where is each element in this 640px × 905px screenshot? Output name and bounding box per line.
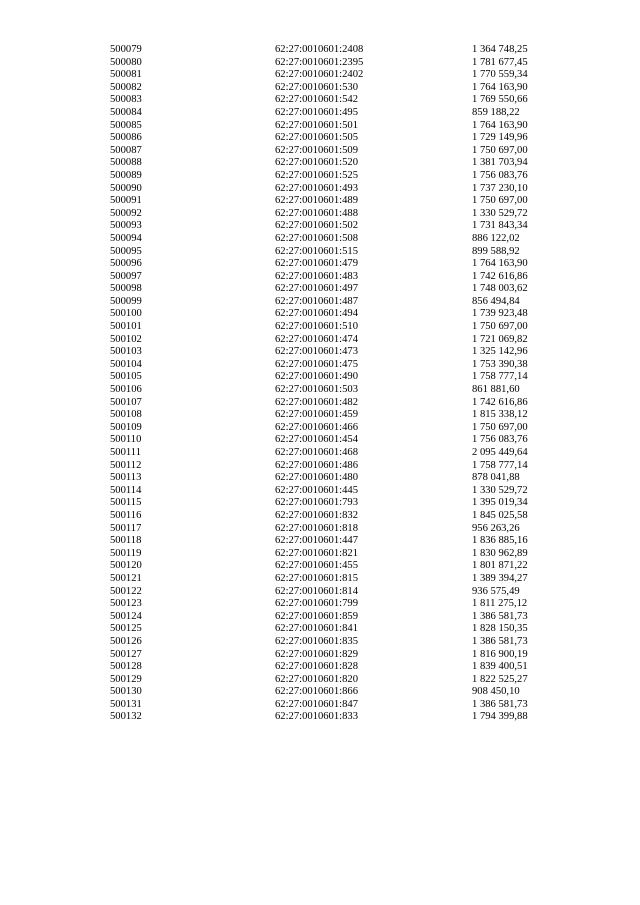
cadastral-number-cell: 62:27:0010601:859 — [275, 610, 358, 622]
cadastral-number-cell: 62:27:0010601:497 — [275, 283, 358, 295]
cadastral-value-cell: 1 386 581,73 — [472, 635, 528, 647]
table-row — [110, 586, 562, 599]
table-row — [110, 460, 562, 473]
table-row — [110, 346, 562, 359]
table-row — [110, 170, 562, 183]
row-number-cell: 500086 — [110, 132, 142, 144]
cadastral-number-cell: 62:27:0010601:454 — [275, 434, 358, 446]
row-number-cell: 500089 — [110, 169, 142, 181]
table-row — [110, 359, 562, 372]
cadastral-number-cell: 62:27:0010601:2402 — [275, 69, 364, 81]
cadastral-value-cell: 1 801 871,22 — [472, 560, 528, 572]
table-row — [110, 661, 562, 674]
cadastral-number-cell: 62:27:0010601:799 — [275, 598, 358, 610]
table-row — [110, 220, 562, 233]
row-number-cell: 500124 — [110, 610, 142, 622]
cadastral-value-cell: 956 263,26 — [472, 522, 520, 534]
row-number-cell: 500126 — [110, 635, 142, 647]
cadastral-number-cell: 62:27:0010601:494 — [275, 308, 358, 320]
table-row — [110, 57, 562, 70]
cadastral-value-cell: 856 494,84 — [472, 295, 520, 307]
cadastral-value-cell: 1 739 923,48 — [472, 308, 528, 320]
table-row — [110, 208, 562, 221]
row-number-cell: 500113 — [110, 472, 142, 484]
table-row — [110, 183, 562, 196]
row-number-cell: 500116 — [110, 509, 142, 521]
cadastral-number-cell: 62:27:0010601:866 — [275, 686, 358, 698]
row-number-cell: 500104 — [110, 358, 142, 370]
cadastral-value-cell: 1 750 697,00 — [472, 195, 528, 207]
cadastral-value-cell: 1 769 550,66 — [472, 94, 528, 106]
row-number-cell: 500080 — [110, 56, 142, 68]
cadastral-value-cell: 1 389 394,27 — [472, 572, 528, 584]
cadastral-value-cell: 1 764 163,90 — [472, 81, 528, 93]
cadastral-number-cell: 62:27:0010601:820 — [275, 673, 358, 685]
row-number-cell: 500112 — [110, 459, 142, 471]
table-row — [110, 321, 562, 334]
row-number-cell: 500085 — [110, 119, 142, 131]
row-number-cell: 500084 — [110, 106, 142, 118]
table-row — [110, 485, 562, 498]
cadastral-number-cell: 62:27:0010601:455 — [275, 560, 358, 572]
cadastral-value-cell: 1 822 525,27 — [472, 673, 528, 685]
cadastral-number-cell: 62:27:0010601:814 — [275, 585, 358, 597]
table-row — [110, 636, 562, 649]
row-number-cell: 500108 — [110, 409, 142, 421]
cadastral-number-cell: 62:27:0010601:509 — [275, 144, 358, 156]
cadastral-number-cell: 62:27:0010601:490 — [275, 371, 358, 383]
row-number-cell: 500127 — [110, 648, 142, 660]
table-row — [110, 560, 562, 573]
row-number-cell: 500079 — [110, 44, 142, 55]
row-number-cell: 500100 — [110, 308, 142, 320]
table-row — [110, 258, 562, 271]
cadastral-number-cell: 62:27:0010601:445 — [275, 484, 358, 496]
row-number-cell: 500081 — [110, 69, 142, 81]
cadastral-value-cell: 1 395 019,34 — [472, 497, 528, 509]
row-number-cell: 500098 — [110, 283, 142, 295]
table-row — [110, 711, 562, 724]
row-number-cell: 500099 — [110, 295, 142, 307]
cadastral-value-cell: 1 330 529,72 — [472, 484, 528, 496]
row-number-cell: 500097 — [110, 270, 142, 282]
row-number-cell: 500096 — [110, 258, 142, 270]
cadastral-number-cell: 62:27:0010601:815 — [275, 572, 358, 584]
cadastral-number-cell: 62:27:0010601:525 — [275, 169, 358, 181]
cadastral-value-cell: 1 325 142,96 — [472, 346, 528, 358]
cadastral-number-cell: 62:27:0010601:501 — [275, 119, 358, 131]
table-row — [110, 447, 562, 460]
row-number-cell: 500083 — [110, 94, 142, 106]
row-number-cell: 500109 — [110, 421, 142, 433]
cadastral-value-cell: 1 845 025,58 — [472, 509, 528, 521]
cadastral-number-cell: 62:27:0010601:821 — [275, 547, 358, 559]
row-number-cell: 500122 — [110, 585, 142, 597]
table-row — [110, 271, 562, 284]
row-number-cell: 500128 — [110, 661, 142, 673]
row-number-cell: 500106 — [110, 384, 142, 396]
cadastral-value-cell: 878 041,88 — [472, 472, 520, 484]
row-number-cell: 500082 — [110, 81, 142, 93]
row-number-cell: 500090 — [110, 182, 142, 194]
table-row — [110, 598, 562, 611]
row-number-cell: 500092 — [110, 207, 142, 219]
registry-table — [110, 44, 562, 724]
cadastral-value-cell: 1 386 581,73 — [472, 698, 528, 710]
cadastral-value-cell: 1 364 748,25 — [472, 44, 528, 55]
cadastral-number-cell: 62:27:0010601:486 — [275, 459, 358, 471]
cadastral-value-cell: 2 095 449,64 — [472, 447, 528, 458]
cadastral-value-cell: 1 756 083,76 — [472, 169, 528, 181]
cadastral-value-cell: 1 828 150,35 — [472, 623, 528, 635]
row-number-cell: 500132 — [110, 711, 142, 723]
row-number-cell: 500105 — [110, 371, 142, 383]
cadastral-number-cell: 62:27:0010601:508 — [275, 232, 358, 244]
cadastral-value-cell: 1 753 390,38 — [472, 358, 528, 370]
row-number-cell: 500131 — [110, 698, 142, 710]
cadastral-number-cell: 62:27:0010601:793 — [275, 497, 358, 509]
row-number-cell: 500115 — [110, 497, 142, 509]
row-number-cell: 500114 — [110, 484, 142, 496]
cadastral-value-cell: 1 756 083,76 — [472, 434, 528, 446]
table-row — [110, 623, 562, 636]
cadastral-number-cell: 62:27:0010601:468 — [275, 447, 358, 458]
row-number-cell: 500111 — [110, 447, 141, 458]
table-row — [110, 548, 562, 561]
cadastral-number-cell: 62:27:0010601:520 — [275, 157, 358, 169]
cadastral-value-cell: 1 758 777,14 — [472, 371, 528, 383]
table-row — [110, 573, 562, 586]
cadastral-number-cell: 62:27:0010601:482 — [275, 396, 358, 408]
table-row — [110, 434, 562, 447]
row-number-cell: 500117 — [110, 522, 142, 534]
table-row — [110, 686, 562, 699]
table-row — [110, 233, 562, 246]
table-row — [110, 308, 562, 321]
cadastral-number-cell: 62:27:0010601:818 — [275, 522, 358, 534]
cadastral-value-cell: 1 839 400,51 — [472, 661, 528, 673]
row-number-cell: 500121 — [110, 572, 142, 584]
cadastral-value-cell: 1 748 003,62 — [472, 283, 528, 295]
table-row — [110, 195, 562, 208]
cadastral-value-cell: 1 386 581,73 — [472, 610, 528, 622]
table-row — [110, 535, 562, 548]
cadastral-number-cell: 62:27:0010601:510 — [275, 321, 358, 333]
cadastral-number-cell: 62:27:0010601:2395 — [275, 56, 364, 68]
table-row — [110, 82, 562, 95]
row-number-cell: 500095 — [110, 245, 142, 257]
table-row — [110, 699, 562, 712]
row-number-cell: 500129 — [110, 673, 142, 685]
cadastral-value-cell: 1 758 777,14 — [472, 459, 528, 471]
cadastral-number-cell: 62:27:0010601:847 — [275, 698, 358, 710]
cadastral-value-cell: 1 764 163,90 — [472, 119, 528, 131]
table-row — [110, 472, 562, 485]
table-row — [110, 132, 562, 145]
cadastral-number-cell: 62:27:0010601:489 — [275, 195, 358, 207]
cadastral-value-cell: 1 830 962,89 — [472, 547, 528, 559]
cadastral-value-cell: 1 742 616,86 — [472, 270, 528, 282]
cadastral-value-cell: 1 815 338,12 — [472, 409, 528, 421]
table-row — [110, 296, 562, 309]
table-row — [110, 371, 562, 384]
table-row — [110, 611, 562, 624]
cadastral-number-cell: 62:27:0010601:505 — [275, 132, 358, 144]
table-row — [110, 246, 562, 259]
cadastral-value-cell: 1 816 900,19 — [472, 648, 528, 660]
row-number-cell: 500120 — [110, 560, 142, 572]
row-number-cell: 500125 — [110, 623, 142, 635]
cadastral-value-cell: 1 731 843,34 — [472, 220, 528, 232]
row-number-cell: 500119 — [110, 547, 142, 559]
table-row — [110, 397, 562, 410]
registry-table-body — [110, 44, 562, 724]
table-row — [110, 649, 562, 662]
row-number-cell: 500107 — [110, 396, 142, 408]
cadastral-number-cell: 62:27:0010601:530 — [275, 81, 358, 93]
cadastral-value-cell: 1 764 163,90 — [472, 258, 528, 270]
cadastral-number-cell: 62:27:0010601:503 — [275, 384, 358, 396]
cadastral-number-cell: 62:27:0010601:502 — [275, 220, 358, 232]
row-number-cell: 500130 — [110, 686, 142, 698]
table-row — [110, 69, 562, 82]
cadastral-number-cell: 62:27:0010601:2408 — [275, 44, 364, 55]
cadastral-number-cell: 62:27:0010601:480 — [275, 472, 358, 484]
table-row — [110, 107, 562, 120]
cadastral-number-cell: 62:27:0010601:495 — [275, 106, 358, 118]
cadastral-number-cell: 62:27:0010601:459 — [275, 409, 358, 421]
cadastral-value-cell: 899 588,92 — [472, 245, 520, 257]
table-row — [110, 497, 562, 510]
table-row — [110, 523, 562, 536]
cadastral-number-cell: 62:27:0010601:487 — [275, 295, 358, 307]
table-row — [110, 94, 562, 107]
table-row — [110, 422, 562, 435]
cadastral-value-cell: 1 750 697,00 — [472, 421, 528, 433]
cadastral-number-cell: 62:27:0010601:835 — [275, 635, 358, 647]
table-row — [110, 510, 562, 523]
row-number-cell: 500093 — [110, 220, 142, 232]
cadastral-value-cell: 1 836 885,16 — [472, 535, 528, 547]
table-row — [110, 120, 562, 133]
cadastral-number-cell: 62:27:0010601:833 — [275, 711, 358, 723]
cadastral-value-cell: 1 750 697,00 — [472, 144, 528, 156]
cadastral-value-cell: 1 742 616,86 — [472, 396, 528, 408]
row-number-cell: 500110 — [110, 434, 142, 446]
cadastral-value-cell: 908 450,10 — [472, 686, 520, 698]
table-row — [110, 409, 562, 422]
cadastral-number-cell: 62:27:0010601:829 — [275, 648, 358, 660]
cadastral-value-cell: 859 188,22 — [472, 106, 520, 118]
cadastral-number-cell: 62:27:0010601:828 — [275, 661, 358, 673]
row-number-cell: 500123 — [110, 598, 142, 610]
table-row — [110, 157, 562, 170]
row-number-cell: 500101 — [110, 321, 142, 333]
cadastral-number-cell: 62:27:0010601:473 — [275, 346, 358, 358]
table-row — [110, 674, 562, 687]
row-number-cell: 500094 — [110, 232, 142, 244]
cadastral-value-cell: 1 729 149,96 — [472, 132, 528, 144]
cadastral-value-cell: 1 721 069,82 — [472, 333, 528, 345]
row-number-cell: 500102 — [110, 333, 142, 345]
table-row — [110, 384, 562, 397]
cadastral-number-cell: 62:27:0010601:474 — [275, 333, 358, 345]
table-row — [110, 145, 562, 158]
cadastral-number-cell: 62:27:0010601:832 — [275, 509, 358, 521]
cadastral-number-cell: 62:27:0010601:447 — [275, 535, 358, 547]
cadastral-value-cell: 1 794 399,88 — [472, 711, 528, 723]
row-number-cell: 500103 — [110, 346, 142, 358]
row-number-cell: 500118 — [110, 535, 142, 547]
cadastral-value-cell: 1 770 559,34 — [472, 69, 528, 81]
cadastral-value-cell: 1 781 677,45 — [472, 56, 528, 68]
cadastral-value-cell: 861 881,60 — [472, 384, 520, 396]
cadastral-number-cell: 62:27:0010601:466 — [275, 421, 358, 433]
row-number-cell: 500088 — [110, 157, 142, 169]
cadastral-number-cell: 62:27:0010601:515 — [275, 245, 358, 257]
cadastral-number-cell: 62:27:0010601:542 — [275, 94, 358, 106]
cadastral-value-cell: 936 575,49 — [472, 585, 520, 597]
table-row — [110, 283, 562, 296]
cadastral-number-cell: 62:27:0010601:493 — [275, 182, 358, 194]
row-number-cell: 500091 — [110, 195, 142, 207]
cadastral-value-cell: 1 381 703,94 — [472, 157, 528, 169]
cadastral-number-cell: 62:27:0010601:479 — [275, 258, 358, 270]
cadastral-value-cell: 1 750 697,00 — [472, 321, 528, 333]
cadastral-value-cell: 1 330 529,72 — [472, 207, 528, 219]
cadastral-number-cell: 62:27:0010601:841 — [275, 623, 358, 635]
table-row — [110, 334, 562, 347]
cadastral-number-cell: 62:27:0010601:488 — [275, 207, 358, 219]
cadastral-number-cell: 62:27:0010601:475 — [275, 358, 358, 370]
table-row — [110, 44, 562, 57]
cadastral-number-cell: 62:27:0010601:483 — [275, 270, 358, 282]
cadastral-value-cell: 1 737 230,10 — [472, 182, 528, 194]
cadastral-value-cell: 886 122,02 — [472, 232, 520, 244]
cadastral-value-cell: 1 811 275,12 — [472, 598, 528, 610]
row-number-cell: 500087 — [110, 144, 142, 156]
